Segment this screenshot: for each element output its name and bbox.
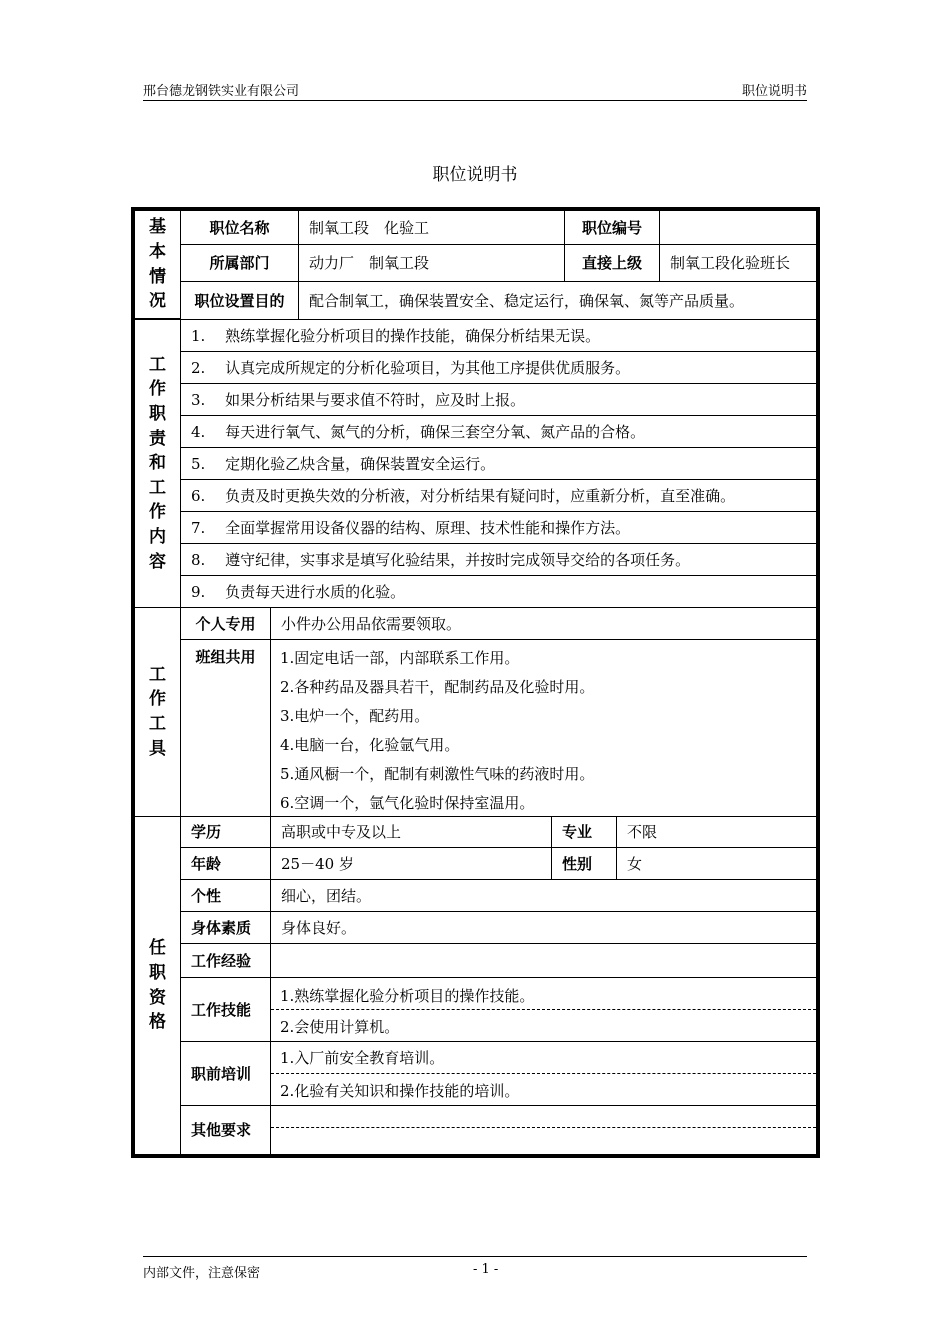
major-label: 专业 (551, 816, 617, 848)
position-code-label: 职位编号 (564, 210, 660, 245)
doc-type: 职位说明书 (741, 84, 807, 99)
duty-item: 6. 负责及时更换失效的分析液，对分析结果有疑问时，应重新分析，直至准确。 (180, 479, 817, 512)
shared-tools-label: 班组共用 (180, 639, 271, 817)
shared-tool-item: 2.各种药品及器具若干，配制药品及化验时用。 (280, 678, 595, 696)
edu-label: 学历 (180, 816, 271, 848)
company-name: 邢台德龙钢铁实业有限公司 (143, 84, 300, 99)
personal-tools: 小件办公用品依需要领取。 (270, 607, 817, 640)
other-box (270, 1105, 817, 1155)
experience (270, 943, 817, 978)
duty-item: 8. 遵守纪律，实事求是填写化验结果，并按时完成领导交给的各项任务。 (180, 543, 817, 576)
other-label: 其他要求 (180, 1105, 271, 1155)
confidential-note: 内部文件，注意保密 (143, 1266, 261, 1281)
edu: 高职或中专及以上 (270, 816, 552, 848)
other-divider (271, 1127, 816, 1128)
position-name-label: 职位名称 (180, 210, 299, 245)
header-rule (143, 100, 807, 101)
position-code (659, 210, 817, 245)
section-duties: 工 作 职 责 和 工 作 内 容 (134, 319, 181, 608)
purpose: 配合制氧工，确保装置安全、稳定运行，确保氧、氮等产品质量。 (298, 281, 817, 320)
dept-label: 所属部门 (180, 244, 299, 282)
experience-label: 工作经验 (180, 943, 271, 978)
skills-divider (271, 1009, 816, 1010)
health: 身体良好。 (270, 911, 817, 944)
page-number: - 1 - (473, 1262, 499, 1277)
duty-item: 5. 定期化验乙炔含量，确保装置安全运行。 (180, 447, 817, 480)
shared-tool-item: 6.空调一个，氩气化验时保持室温用。 (280, 794, 535, 812)
personal-tools-label: 个人专用 (180, 607, 271, 640)
shared-tool-item: 3.电炉一个，配药用。 (280, 707, 430, 725)
age-label: 年龄 (180, 847, 271, 880)
superior: 制氧工段化验班长 (659, 244, 817, 282)
gender-label: 性别 (551, 847, 617, 880)
training-label: 职前培训 (180, 1041, 271, 1106)
purpose-label: 职位设置目的 (180, 281, 299, 320)
duty-item: 2. 认真完成所规定的分析化验项目，为其他工序提供优质服务。 (180, 351, 817, 384)
training-divider (271, 1073, 816, 1074)
section-tools: 工 作 工 具 (134, 607, 181, 817)
dept: 动力厂 制氧工段 (298, 244, 565, 282)
major: 不限 (616, 816, 817, 848)
shared-tool-item: 5.通风橱一个，配制有刺激性气味的药液时用。 (280, 765, 595, 783)
training-item: 2.化验有关知识和操作技能的培训。 (280, 1082, 520, 1100)
health-label: 身体素质 (180, 911, 271, 944)
section-basic: 基 本 情 况 (134, 210, 181, 319)
shared-tool-item: 1.固定电话一部，内部联系工作用。 (280, 649, 520, 667)
duty-item: 1. 熟练掌握化验分析项目的操作技能，确保分析结果无误。 (180, 319, 817, 352)
gender: 女 (616, 847, 817, 880)
age: 25－40 岁 (270, 847, 552, 880)
duty-item: 7. 全面掌握常用设备仪器的结构、原理、技术性能和操作方法。 (180, 511, 817, 544)
training-item: 1.入厂前安全教育培训。 (280, 1049, 445, 1067)
personality-label: 个性 (180, 879, 271, 912)
skill-item: 1.熟练掌握化验分析项目的操作技能。 (280, 987, 535, 1005)
section-qualification: 任 职 资 格 (134, 816, 181, 1155)
duty-item: 4. 每天进行氧气、氮气的分析，确保三套空分氧、氮产品的合格。 (180, 415, 817, 448)
shared-tool-item: 4.电脑一台，化验氩气用。 (280, 736, 460, 754)
personality: 细心，团结。 (270, 879, 817, 912)
duty-item: 9. 负责每天进行水质的化验。 (180, 575, 817, 608)
footer-rule (143, 1256, 807, 1257)
position-name: 制氧工段 化验工 (298, 210, 565, 245)
superior-label: 直接上级 (564, 244, 660, 282)
duty-item: 3. 如果分析结果与要求值不符时，应及时上报。 (180, 383, 817, 416)
skill-item: 2.会使用计算机。 (280, 1018, 400, 1036)
skills-label: 工作技能 (180, 977, 271, 1042)
page-title: 职位说明书 (432, 165, 518, 185)
